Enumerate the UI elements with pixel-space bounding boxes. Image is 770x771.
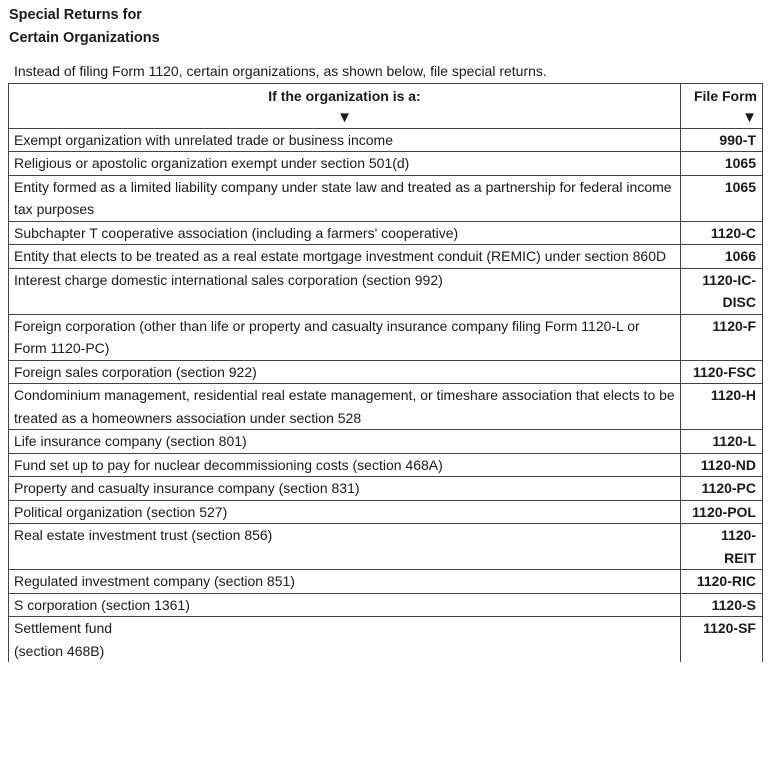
form-number-cell: 1120-ND (681, 453, 763, 477)
table-row (9, 221, 763, 245)
table-header-row (9, 84, 763, 129)
org-type-cell: Entity formed as a limited liability company under state law and treated as a partnership for federal income tax purposes (9, 175, 681, 221)
org-type-cell: Foreign sales corporation (section 922) (9, 360, 681, 384)
form-number-cell: 1065 (681, 175, 763, 221)
form-number-cell: 1120- REIT (681, 524, 763, 570)
table-row (9, 152, 763, 176)
title-line-1: Special Returns for (9, 7, 142, 23)
table-row (9, 128, 763, 152)
table-row (9, 453, 763, 477)
form-column-header-label: File Form (693, 88, 757, 104)
org-type-cell: Property and casualty insurance company (section 831) (9, 477, 681, 501)
form-number-cell: 1120-SF (681, 617, 763, 663)
org-type-cell: Interest charge domestic international sales corporation (section 992) (9, 268, 681, 314)
table-row (9, 570, 763, 594)
form-number-cell: 990-T (681, 128, 763, 152)
org-type-cell: Real estate investment trust (section 856) (9, 524, 681, 570)
title-line-2: Certain Organizations (9, 30, 160, 46)
form-number-cell: 1120-FSC (681, 360, 763, 384)
org-type-cell: Condominium management, residential real estate management, or timeshare association that elects to be treated as a homeowners association under section 528 (9, 384, 681, 430)
form-column-header (681, 84, 763, 129)
org-type-cell: Foreign corporation (other than life or property and casualty insurance company filing Form 1120-L or Form 1120-PC) (9, 314, 681, 360)
org-type-cell: Exempt organization with unrelated trade or business income (9, 128, 681, 152)
table-row (9, 524, 763, 570)
org-type-cell: S corporation (section 1361) (9, 593, 681, 617)
form-number-cell: 1120-IC- DISC (681, 268, 763, 314)
table-row (9, 268, 763, 314)
special-returns-table (8, 83, 763, 662)
table-row (9, 314, 763, 360)
form-number-cell: 1120-H (681, 384, 763, 430)
org-type-cell: Religious or apostolic organization exempt under section 501(d) (9, 152, 681, 176)
org-type-cell: Settlement fund (section 468B) (9, 617, 681, 663)
intro-text: Instead of filing Form 1120, certain organizations, as shown below, file special returns. (14, 63, 547, 79)
table-row (9, 384, 763, 430)
org-type-cell: Life insurance company (section 801) (9, 430, 681, 454)
table-row (9, 245, 763, 269)
form-number-cell: 1120-C (681, 221, 763, 245)
table-row (9, 593, 763, 617)
form-number-cell: 1120-F (681, 314, 763, 360)
form-number-cell: 1120-RIC (681, 570, 763, 594)
form-number-cell: 1120-S (681, 593, 763, 617)
form-number-cell: 1120-L (681, 430, 763, 454)
table-row (9, 500, 763, 524)
form-number-cell: 1065 (681, 152, 763, 176)
org-column-header-label: If the organization is a: (268, 88, 421, 104)
org-type-cell: Subchapter T cooperative association (including a farmers' cooperative) (9, 221, 681, 245)
org-type-cell: Regulated investment company (section 851) (9, 570, 681, 594)
org-type-cell: Fund set up to pay for nuclear decommissioning costs (section 468A) (9, 453, 681, 477)
table-row (9, 430, 763, 454)
org-column-header (9, 84, 681, 129)
form-number-cell: 1066 (681, 245, 763, 269)
form-number-cell: 1120-POL (681, 500, 763, 524)
section-title (9, 4, 160, 50)
org-type-cell: Political organization (section 527) (9, 500, 681, 524)
form-number-cell: 1120-PC (681, 477, 763, 501)
table-row (9, 360, 763, 384)
org-type-cell: Entity that elects to be treated as a real estate mortgage investment conduit (REMIC) under section 860D (9, 245, 681, 269)
down-arrow-icon: ▼ (742, 108, 757, 126)
table-row (9, 175, 763, 221)
table-row (9, 477, 763, 501)
table-row (9, 617, 763, 663)
down-arrow-icon: ▼ (337, 108, 352, 126)
